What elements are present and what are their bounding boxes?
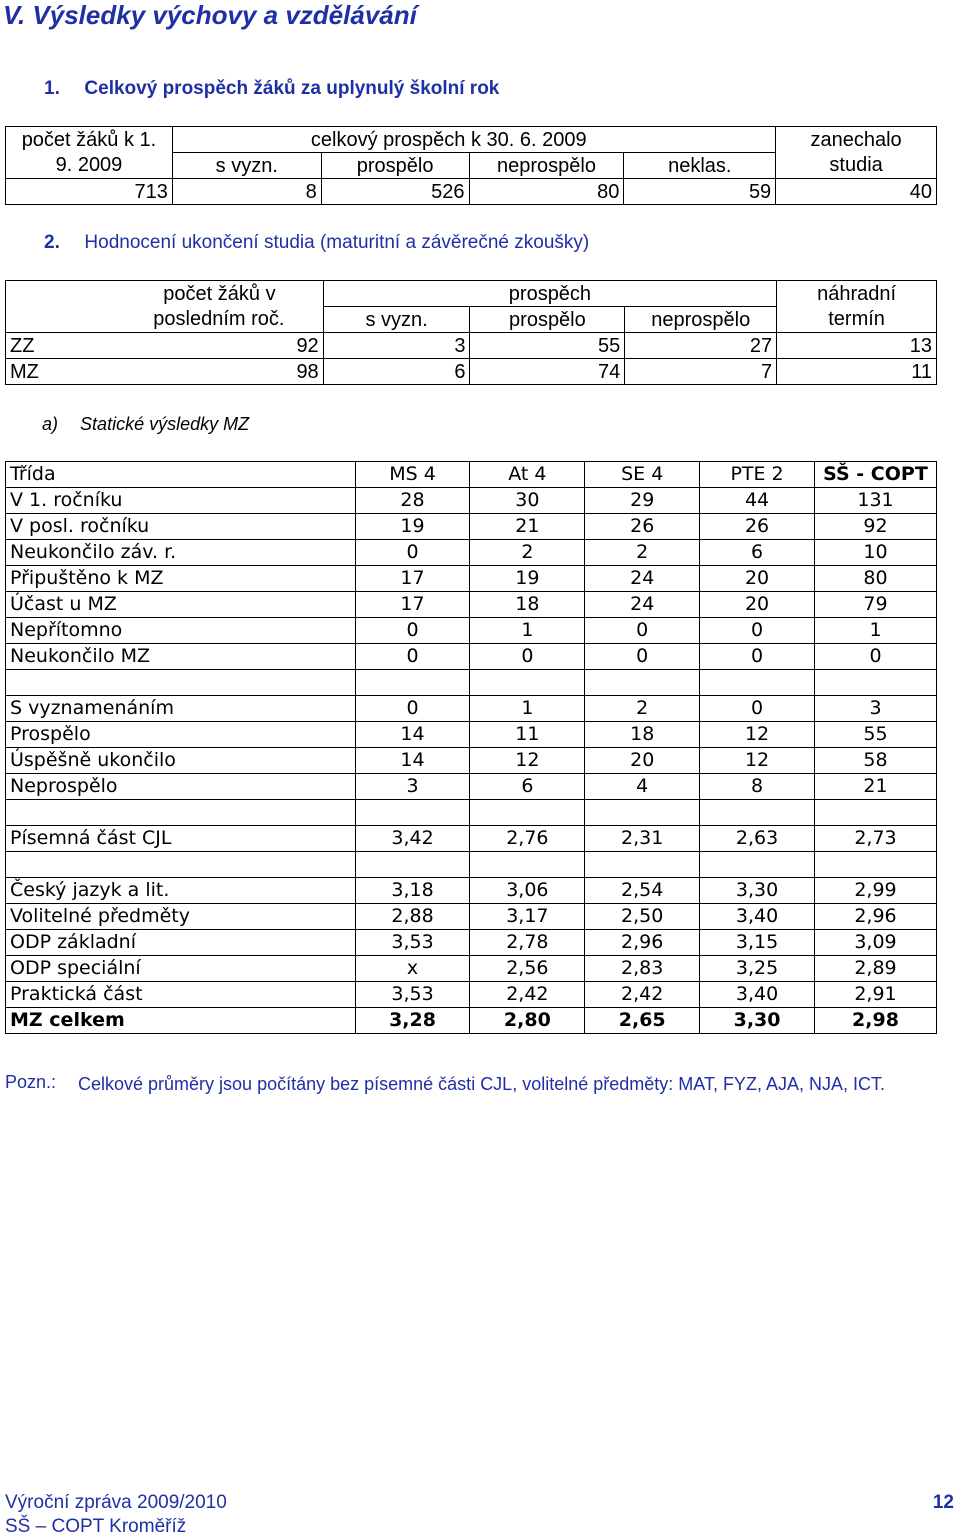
row-label: Volitelné předměty	[6, 904, 356, 930]
table-cell: 0	[700, 696, 815, 722]
table-cell	[585, 852, 700, 878]
final-exams-table	[5, 280, 937, 385]
header-overall-result: celkový prospěch k 30. 6. 2009	[172, 127, 775, 153]
table-cell: 19	[355, 514, 470, 540]
table-row	[6, 904, 937, 930]
row-label: Praktická část	[6, 982, 356, 1008]
header-substitute-term: termín	[777, 307, 937, 333]
row-label: V 1. ročníku	[6, 488, 356, 514]
table-row	[6, 359, 937, 385]
table-cell: 26	[700, 514, 815, 540]
table-cell: 44	[700, 488, 815, 514]
table-cell: 24	[585, 592, 700, 618]
table-row	[6, 878, 937, 904]
table-cell: 2,65	[585, 1008, 700, 1034]
table-cell: 6	[700, 540, 815, 566]
row-label: Připuštěno k MZ	[6, 566, 356, 592]
table-cell: 8	[700, 774, 815, 800]
table-cell: 27	[625, 333, 777, 359]
row-label: ODP základní	[6, 930, 356, 956]
table-cell: 18	[470, 592, 585, 618]
table-cell: 2,89	[814, 956, 936, 982]
table-cell: 3,40	[700, 982, 815, 1008]
table-row	[6, 333, 937, 359]
row-label: Neukončilo MZ	[6, 644, 356, 670]
table-cell: 7	[625, 359, 777, 385]
table-cell: 80	[814, 566, 936, 592]
table-cell: 2,73	[814, 826, 936, 852]
table-row	[6, 748, 937, 774]
note-text: Celkové průměry jsou počítány bez písemné části CJL, volitelné předměty: MAT, FYZ, AJA, NJA, ICT.	[78, 1074, 885, 1094]
table-cell	[470, 800, 585, 826]
table-row	[6, 618, 937, 644]
table-row	[6, 644, 937, 670]
table-cell: 2	[585, 540, 700, 566]
table-cell: 0	[585, 644, 700, 670]
table-cell: 2,56	[470, 956, 585, 982]
table-row	[6, 696, 937, 722]
section-1-number: 1.	[44, 78, 60, 99]
table-cell: 3,53	[355, 930, 470, 956]
section-2-number: 2.	[44, 232, 60, 253]
table-cell: 20	[700, 592, 815, 618]
column-header: At 4	[470, 462, 585, 488]
table-row	[6, 1008, 937, 1034]
table-row	[6, 800, 937, 826]
table-cell	[585, 800, 700, 826]
table-row	[6, 930, 937, 956]
table-cell: 17	[355, 566, 470, 592]
table-cell: 0	[814, 644, 936, 670]
table-row	[6, 514, 937, 540]
table-cell: 3,17	[470, 904, 585, 930]
table-cell: 12	[470, 748, 585, 774]
header-failed: neprospělo	[469, 153, 624, 179]
footer-page-number: 12	[932, 1492, 954, 1513]
table-cell: 3,40	[700, 904, 815, 930]
row-label	[6, 852, 356, 878]
table-cell: 3,25	[700, 956, 815, 982]
table-cell: 28	[355, 488, 470, 514]
row-label: MZ celkem	[6, 1008, 356, 1034]
table-cell: 2,96	[814, 904, 936, 930]
row-label: Neukončilo záv. r.	[6, 540, 356, 566]
table-cell: 24	[585, 566, 700, 592]
table-cell	[814, 800, 936, 826]
row-label: Písemná část CJL	[6, 826, 356, 852]
table-cell: 8	[172, 179, 321, 205]
header-substitute: náhradní	[777, 281, 937, 307]
table-cell: 2,78	[470, 930, 585, 956]
table-cell: 29	[585, 488, 700, 514]
table-cell	[470, 670, 585, 696]
table-cell: 3,28	[355, 1008, 470, 1034]
table-cell: 0	[355, 644, 470, 670]
table-cell: 3,53	[355, 982, 470, 1008]
table-cell	[814, 852, 936, 878]
row-label: Neprospělo	[6, 774, 356, 800]
table-cell: 19	[470, 566, 585, 592]
table-cell: 6	[323, 359, 470, 385]
table-cell: 98	[123, 359, 323, 385]
table-cell: 3	[814, 696, 936, 722]
table-cell: 1	[470, 618, 585, 644]
subsection-a-heading	[42, 414, 249, 435]
table-cell: 18	[585, 722, 700, 748]
table-cell: 2,76	[470, 826, 585, 852]
table-cell: 3,06	[470, 878, 585, 904]
table-cell: 2,96	[585, 930, 700, 956]
column-header: PTE 2	[700, 462, 815, 488]
table-cell	[355, 800, 470, 826]
table-cell: 2	[470, 540, 585, 566]
row-label: Český jazyk a lit.	[6, 878, 356, 904]
table-cell: 2,99	[814, 878, 936, 904]
row-label: MZ	[6, 359, 124, 385]
header-student-count: počet žáků k 1.	[6, 127, 173, 153]
row-label: Účast u MZ	[6, 592, 356, 618]
footer-report-title: Výroční zpráva 2009/2010	[5, 1492, 227, 1513]
table-cell: 79	[814, 592, 936, 618]
table-cell: 10	[814, 540, 936, 566]
subsection-a-title: Statické výsledky MZ	[80, 414, 250, 434]
table-cell: 3,42	[355, 826, 470, 852]
table-cell: 14	[355, 722, 470, 748]
table-cell: 713	[6, 179, 173, 205]
column-header: MS 4	[355, 462, 470, 488]
table-cell	[6, 307, 124, 333]
row-label	[6, 670, 356, 696]
table-cell: 526	[321, 179, 469, 205]
table-cell: 2,91	[814, 982, 936, 1008]
table-cell: 92	[123, 333, 323, 359]
table-cell: 59	[624, 179, 776, 205]
table-cell: 2,83	[585, 956, 700, 982]
row-label: Úspěšně ukončilo	[6, 748, 356, 774]
table-cell: 13	[777, 333, 937, 359]
table-row	[6, 956, 937, 982]
table-cell: 3,30	[700, 878, 815, 904]
note-label: Pozn.:	[5, 1072, 57, 1092]
column-header: SŠ - COPT	[814, 462, 936, 488]
table-cell	[700, 852, 815, 878]
table-cell: 2,50	[585, 904, 700, 930]
footer-school-name: SŠ – COPT Kroměříž	[5, 1516, 187, 1537]
table-cell: 55	[814, 722, 936, 748]
table-cell: 2,42	[470, 982, 585, 1008]
table-cell: x	[355, 956, 470, 982]
table-cell: 17	[355, 592, 470, 618]
table-cell: 12	[700, 748, 815, 774]
table-cell: 3,18	[355, 878, 470, 904]
header-result: prospěch	[323, 281, 776, 307]
table-cell: 14	[355, 748, 470, 774]
row-label: Nepřítomno	[6, 618, 356, 644]
table-cell: 1	[814, 618, 936, 644]
subsection-a-letter: a)	[42, 414, 59, 434]
table-cell	[470, 852, 585, 878]
row-label	[6, 800, 356, 826]
section-1-heading	[44, 78, 499, 100]
table-cell: 2,88	[355, 904, 470, 930]
table-cell: 40	[776, 179, 937, 205]
header-with-distinction: s vyzn.	[323, 307, 470, 333]
header-student-count: počet žáků v	[123, 281, 323, 307]
table-header-row	[6, 281, 937, 307]
table-cell: 1	[470, 696, 585, 722]
table-cell: 0	[700, 644, 815, 670]
row-label: S vyznamenáním	[6, 696, 356, 722]
table-cell: 11	[470, 722, 585, 748]
table-cell: 58	[814, 748, 936, 774]
table-cell: 21	[470, 514, 585, 540]
table-cell	[355, 852, 470, 878]
section-2-title: Hodnocení ukončení studia (maturitní a závěrečné zkoušky)	[84, 232, 590, 253]
page-heading: V. Výsledky výchovy a vzdělávání	[3, 0, 417, 30]
header-failed: neprospělo	[625, 307, 777, 333]
table-cell: 0	[355, 696, 470, 722]
table-cell: 0	[585, 618, 700, 644]
table-header-row	[6, 127, 937, 153]
table-cell: 3,30	[700, 1008, 815, 1034]
table-cell: 2,63	[700, 826, 815, 852]
table-row	[6, 670, 937, 696]
table-cell	[700, 800, 815, 826]
table-cell: 2	[585, 696, 700, 722]
table-row	[6, 826, 937, 852]
column-header: Třída	[6, 462, 356, 488]
table-cell: 11	[777, 359, 937, 385]
table-cell	[585, 670, 700, 696]
table-cell: 30	[470, 488, 585, 514]
table-cell: 20	[700, 566, 815, 592]
column-header: SE 4	[585, 462, 700, 488]
table-cell: 3	[323, 333, 470, 359]
table-cell: 26	[585, 514, 700, 540]
table-row	[6, 566, 937, 592]
table-cell: 55	[470, 333, 625, 359]
table-row	[6, 982, 937, 1008]
table-cell: 4	[585, 774, 700, 800]
table-cell: 3	[355, 774, 470, 800]
row-label: V posl. ročníku	[6, 514, 356, 540]
overall-results-table	[5, 126, 937, 205]
section-2-heading	[44, 232, 589, 254]
table-cell: 0	[470, 644, 585, 670]
table-row	[6, 722, 937, 748]
table-row	[6, 488, 937, 514]
table-cell	[700, 670, 815, 696]
header-final-year: posledním roč.	[123, 307, 323, 333]
table-header-row	[6, 462, 937, 488]
table-cell	[355, 670, 470, 696]
table-cell: 3,15	[700, 930, 815, 956]
header-student-count-date: 9. 2009	[6, 153, 173, 179]
table-row	[6, 592, 937, 618]
table-cell: 74	[470, 359, 625, 385]
table-cell: 0	[355, 618, 470, 644]
table-cell: 6	[470, 774, 585, 800]
table-cell: 0	[700, 618, 815, 644]
section-1-title: Celkový prospěch žáků za uplynulý školní rok	[84, 78, 500, 99]
table-cell: 2,80	[470, 1008, 585, 1034]
table-row	[6, 852, 937, 878]
header-passed: prospělo	[321, 153, 469, 179]
table-row	[6, 774, 937, 800]
table-cell: 20	[585, 748, 700, 774]
header-with-distinction: s vyzn.	[172, 153, 321, 179]
table-cell	[6, 281, 124, 307]
table-cell: 12	[700, 722, 815, 748]
table-cell: 2,31	[585, 826, 700, 852]
row-label: ZZ	[6, 333, 124, 359]
exam-statistics-table	[5, 461, 937, 1034]
header-dropped-out: zanechalo	[776, 127, 937, 153]
table-cell: 2,54	[585, 878, 700, 904]
table-cell: 2,42	[585, 982, 700, 1008]
table-cell: 3,09	[814, 930, 936, 956]
header-unclassified: neklas.	[624, 153, 776, 179]
table-cell: 80	[469, 179, 624, 205]
table-cell: 92	[814, 514, 936, 540]
table-cell: 0	[355, 540, 470, 566]
header-dropped-out-studies: studia	[776, 153, 937, 179]
table-cell: 131	[814, 488, 936, 514]
table-cell: 2,98	[814, 1008, 936, 1034]
row-label: ODP speciální	[6, 956, 356, 982]
row-label: Prospělo	[6, 722, 356, 748]
table-header-row	[6, 307, 937, 333]
table-header-row	[6, 153, 937, 179]
header-passed: prospělo	[470, 307, 625, 333]
table-cell: 21	[814, 774, 936, 800]
table-row	[6, 540, 937, 566]
table-row	[6, 179, 937, 205]
table-cell	[814, 670, 936, 696]
